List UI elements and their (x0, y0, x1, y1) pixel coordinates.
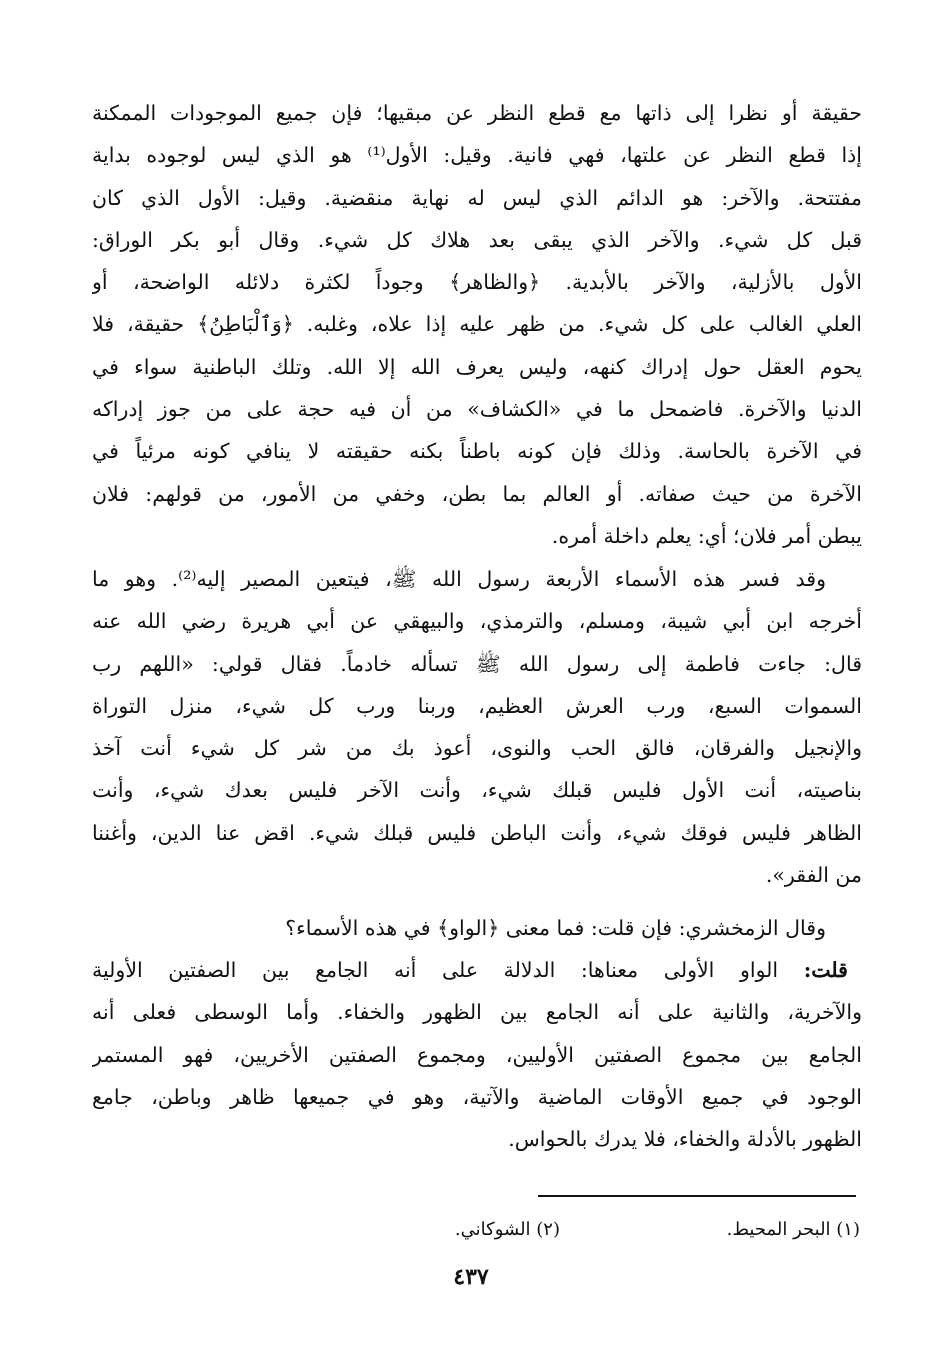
text-line: يحوم العقل حول إدراك كنهه، وليس يعرف الله إلا الله. وتلك الباطنية سواء في (92, 354, 862, 379)
paragraph-4 (92, 949, 862, 1160)
text-line: يبطن أمر فلان؛ أي: يعلم داخلة أمره. (551, 523, 862, 548)
text-line: الوجود في جميع الأوقات الماضية والآتية، وهو في جميعها ظاهر وباطن، جامع (92, 1084, 862, 1109)
text-line: الأول بالأزلية، والآخر بالأبدية. ﴿والظاهر﴾ وجوداً لكثرة دلائله الواضحة، أو (92, 270, 862, 295)
paragraph-3 (92, 907, 862, 949)
page-number: ٤٣٧ (453, 1264, 489, 1290)
text-line: قال: جاءت فاطمة إلى رسول الله ﷺ تسأله خادماً. فقال قولي: «اللهم رب (92, 651, 862, 676)
text-line: قبل كل شيء. والآخر الذي يبقى بعد هلاك كل شيء. وقال أبو بكر الوراق: (92, 227, 862, 252)
text-line: السموات السبع، ورب العرش العظيم، وربنا ورب كل شيء، منزل التوراة (92, 693, 862, 718)
text-line: وقد فسر هذه الأسماء الأربعة رسول الله ﷺ، فيتعين المصير إليه⁽²⁾. وهو ما (92, 567, 826, 591)
footnote-divider (538, 1195, 856, 1197)
text-line: الجامع بين مجموع الصفتين الأوليين، ومجموع الصفتين الأخريين، فهو المستمر (92, 1042, 862, 1067)
lead-word: قلت: (803, 958, 848, 982)
text-line: في الآخرة بالحاسة. وذلك فإن كونه باطناً بكنه حقيقته لا ينافي كونه مرئياً في (92, 439, 862, 464)
text-line: أخرجه ابن أبي شيبة، ومسلم، والترمذي، والبيهقي عن أبي هريرة رضي الله عنه (92, 609, 862, 634)
text-line: مفتتحة. والآخر: هو الدائم الذي ليس له نهاية منقضية. وقيل: الأول الذي كان (92, 185, 862, 210)
text-line: الظاهر فليس فوقك شيء، وأنت الباطن فليس قبلك شيء. اقض عنا الدين، وأغننا (92, 820, 862, 845)
text-line: بناصيته، أنت الأول فليس قبلك شيء، وأنت الآخر فليس بعدك شيء، وأنت (92, 778, 862, 803)
text-line: والآخرية، والثانية على أنه الجامع بين الظهور والخفاء. وأما الوسطى فعلى أنه (92, 1000, 862, 1025)
text-line: العلي الغالب على كل شيء. من ظهر عليه إذا علاه، وغلبه. ﴿وَٱلْبَاطِنُ﴾ حقيقة، فلا (92, 312, 862, 337)
text-line: حقيقة أو نظرا إلى ذاتها مع قطع النظر عن مبقيها؛ فإن جميع الموجودات الممكنة (92, 101, 862, 125)
footnote-1: (١) البحر المحيط. (726, 1219, 860, 1240)
text-line: وقال الزمخشري: فإن قلت: فما معنى ﴿الواو﴾ في هذه الأسماء؟ (285, 916, 826, 940)
text-line (92, 949, 862, 991)
text-line: والإنجيل والفرقان، فالق الحب والنوى، أعوذ بك من شر كل شيء أنت آخذ (92, 736, 862, 761)
footnotes (300, 1212, 860, 1248)
line-text: الواو الأولى معناها: الدلالة على أنه الجامع بين الصفتين الأولية (92, 958, 804, 982)
text-line: الظهور بالأدلة والخفاء، فلا يدرك بالحواس. (508, 1127, 862, 1152)
footnote-2: (٢) الشوكاني. (454, 1219, 560, 1240)
text-line: إذا قطع النظر عن علتها، فهي فانية. وقيل: الأول⁽¹⁾ هو الذي ليس لوجوده بداية (92, 143, 862, 168)
paragraph-1 (92, 92, 862, 557)
text-line: الآخرة من حيث صفاته. أو العالم بما بطن، وخفي من الأمور، من قولهم: فلان (92, 481, 862, 506)
paragraph-2 (92, 558, 862, 896)
text-line: من الفقر». (765, 863, 862, 888)
text-line: الدنيا والآخرة. فاضمحل ما في «الكشاف» من أن فيه حجة على من جوز إدراكه (92, 397, 862, 422)
